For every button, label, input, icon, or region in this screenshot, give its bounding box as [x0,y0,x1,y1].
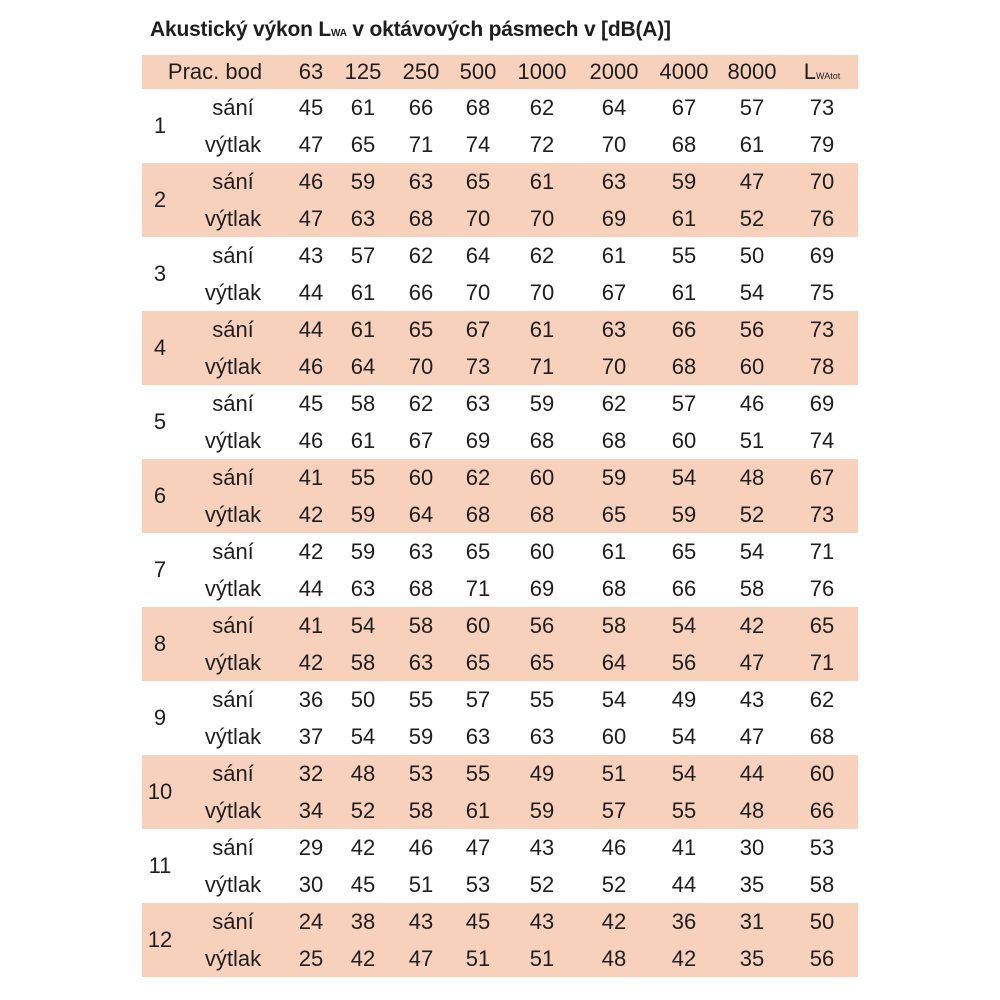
row-kind: sání [212,538,254,564]
band-value-cell: 42 [350,945,376,971]
band-value-cell: 36 [671,908,697,934]
band-value-cell: 49 [671,686,697,712]
band-value-cell: 68 [465,501,491,527]
row-kind: sání [212,612,254,638]
band-value-cell: 42 [298,649,324,675]
band-value-cell: 47 [408,945,434,971]
band-value-cell: 65 [529,649,555,675]
band-value-cell: 62 [408,390,434,416]
band-value-cell: 61 [529,168,555,194]
row-kind: výtlak [204,353,262,379]
band-value-cell: 66 [671,575,697,601]
band-value-cell: 42 [601,908,627,934]
band-value-cell: 73 [465,353,491,379]
band-value-cell: 68 [601,427,627,453]
band-value-cell: 61 [465,797,491,823]
header-total [786,55,858,89]
band-value-cell: 47 [465,834,491,860]
band-value-cell: 59 [529,390,555,416]
band-value-cell: 51 [408,871,434,897]
band-value-cell: 63 [408,538,434,564]
band-value-cell: 62 [465,464,491,490]
band-value-cell: 62 [529,242,555,268]
table-row [142,755,858,792]
band-value-cell: 70 [408,353,434,379]
band-value-cell: 55 [529,686,555,712]
band-value-cell: 51 [529,945,555,971]
band-value-cell: 45 [298,390,324,416]
band-value-cell: 47 [739,723,765,749]
header-total-main: L [803,59,817,84]
band-value-cell: 63 [601,316,627,342]
table-row [142,163,858,200]
table-row [142,385,858,422]
table-title [150,18,671,42]
band-value-cell: 42 [350,834,376,860]
row-kind: sání [212,686,254,712]
band-value-cell: 54 [350,612,376,638]
band-value-cell: 68 [408,205,434,231]
band-value-cell: 41 [298,464,324,490]
table-row [142,940,858,977]
band-value-cell: 60 [529,464,555,490]
band-value-cell: 56 [671,649,697,675]
band-value-cell: 42 [298,501,324,527]
band-value-cell: 58 [350,649,376,675]
band-value-cell: 65 [465,168,491,194]
table-row [142,496,858,533]
band-value-cell: 55 [350,464,376,490]
total-value-cell: 68 [809,723,835,749]
row-kind: sání [212,464,254,490]
band-value-cell: 55 [671,242,697,268]
band-value-cell: 59 [350,501,376,527]
band-value-cell: 62 [601,390,627,416]
band-value-cell: 63 [465,723,491,749]
band-value-cell: 68 [671,353,697,379]
band-value-cell: 42 [671,945,697,971]
band-value-cell: 54 [671,464,697,490]
row-kind: výtlak [204,427,262,453]
band-value-cell: 58 [739,575,765,601]
row-kind: výtlak [204,501,262,527]
total-value-cell: 67 [809,464,835,490]
band-value-cell: 68 [408,575,434,601]
band-value-cell: 52 [739,205,765,231]
band-value-cell: 46 [739,390,765,416]
band-value-cell: 54 [671,723,697,749]
band-value-cell: 55 [408,686,434,712]
band-value-cell: 58 [408,612,434,638]
band-value-cell: 49 [529,760,555,786]
band-value-cell: 47 [298,131,324,157]
band-value-cell: 35 [739,945,765,971]
band-value-cell: 64 [601,649,627,675]
band-value-cell: 57 [465,686,491,712]
point-number: 11 [148,853,172,878]
point-number: 7 [153,557,167,582]
band-value-cell: 44 [298,316,324,342]
band-value-cell: 71 [529,353,555,379]
band-value-cell: 67 [671,94,697,120]
band-value-cell: 47 [739,168,765,194]
band-value-cell: 35 [739,871,765,897]
table-row [142,459,858,496]
band-value-cell: 55 [671,797,697,823]
band-value-cell: 32 [298,760,324,786]
total-value-cell: 58 [809,871,835,897]
band-value-cell: 55 [465,760,491,786]
table-row [142,903,858,940]
point-number: 2 [153,187,167,212]
row-kind: výtlak [204,723,262,749]
band-value-cell: 38 [350,908,376,934]
band-value-cell: 74 [465,131,491,157]
header-point-label: Prac. bod [167,59,263,84]
header-band: 125 [344,59,382,84]
band-value-cell: 64 [350,353,376,379]
band-value-cell: 34 [298,797,324,823]
band-value-cell: 67 [465,316,491,342]
point-number: 8 [153,631,167,656]
band-value-cell: 69 [529,575,555,601]
title-subscript: WA [331,28,347,39]
band-value-cell: 70 [601,353,627,379]
band-value-cell: 60 [529,538,555,564]
total-value-cell: 65 [809,612,835,638]
band-value-cell: 37 [298,723,324,749]
band-value-cell: 70 [465,279,491,305]
band-value-cell: 46 [298,353,324,379]
band-value-cell: 58 [350,390,376,416]
band-value-cell: 44 [739,760,765,786]
total-value-cell: 53 [809,834,835,860]
point-number: 3 [153,261,167,286]
table-row [142,607,858,644]
total-value-cell: 73 [809,94,835,120]
table-row [142,311,858,348]
band-value-cell: 41 [298,612,324,638]
band-value-cell: 56 [529,612,555,638]
band-value-cell: 43 [529,834,555,860]
total-value-cell: 71 [809,538,835,564]
band-value-cell: 48 [350,760,376,786]
band-value-cell: 45 [298,94,324,120]
header-band: 4000 [659,59,709,84]
band-value-cell: 43 [739,686,765,712]
row-kind: výtlak [204,649,262,675]
table-row [142,866,858,903]
band-value-cell: 51 [601,760,627,786]
table-row [142,237,858,274]
band-value-cell: 53 [408,760,434,786]
total-value-cell: 78 [809,353,835,379]
band-value-cell: 56 [739,316,765,342]
row-kind: sání [212,316,254,342]
point-number: 4 [153,335,167,360]
band-value-cell: 59 [408,723,434,749]
band-value-cell: 63 [601,168,627,194]
band-value-cell: 44 [671,871,697,897]
band-value-cell: 61 [350,427,376,453]
band-value-cell: 54 [350,723,376,749]
band-value-cell: 64 [465,242,491,268]
row-kind: sání [212,168,254,194]
table-row [142,792,858,829]
header-band: 250 [402,59,440,84]
point-number: 12 [147,927,173,952]
band-value-cell: 60 [601,723,627,749]
header-band: 63 [298,59,324,84]
header-band: 8000 [727,59,777,84]
band-value-cell: 60 [671,427,697,453]
band-value-cell: 30 [298,871,324,897]
band-value-cell: 46 [408,834,434,860]
row-kind: sání [212,390,254,416]
band-value-cell: 68 [529,427,555,453]
band-value-cell: 44 [298,279,324,305]
band-value-cell: 43 [529,908,555,934]
total-value-cell: 66 [809,797,835,823]
table-row [142,126,858,163]
band-value-cell: 54 [601,686,627,712]
row-kind: sání [212,94,254,120]
band-value-cell: 64 [601,94,627,120]
band-value-cell: 58 [601,612,627,638]
band-value-cell: 63 [408,168,434,194]
band-value-cell: 63 [350,205,376,231]
band-value-cell: 51 [739,427,765,453]
band-value-cell: 65 [350,131,376,157]
band-value-cell: 52 [739,501,765,527]
band-value-cell: 36 [298,686,324,712]
table-row [142,570,858,607]
total-value-cell: 76 [809,205,835,231]
row-kind: výtlak [204,279,262,305]
point-number: 6 [153,483,167,508]
total-value-cell: 62 [809,686,835,712]
table-body [142,89,858,977]
band-value-cell: 60 [739,353,765,379]
band-value-cell: 61 [601,242,627,268]
acoustic-power-table [142,55,858,977]
point-number: 1 [153,113,167,138]
band-value-cell: 46 [601,834,627,860]
band-value-cell: 65 [408,316,434,342]
band-value-cell: 67 [601,279,627,305]
band-value-cell: 59 [529,797,555,823]
band-value-cell: 54 [671,612,697,638]
band-value-cell: 70 [465,205,491,231]
band-value-cell: 57 [601,797,627,823]
total-value-cell: 70 [809,168,835,194]
table-row [142,533,858,570]
band-value-cell: 65 [671,538,697,564]
header-band: 1000 [517,59,567,84]
band-value-cell: 42 [739,612,765,638]
band-value-cell: 54 [739,279,765,305]
band-value-cell: 43 [408,908,434,934]
total-value-cell: 76 [809,575,835,601]
band-value-cell: 25 [298,945,324,971]
row-kind: výtlak [204,131,262,157]
band-value-cell: 59 [671,168,697,194]
row-kind: výtlak [204,871,262,897]
row-kind: výtlak [204,205,262,231]
total-value-cell: 60 [809,760,835,786]
total-value-cell: 56 [809,945,835,971]
band-value-cell: 59 [350,538,376,564]
total-value-cell: 79 [809,131,835,157]
header-band: 2000 [589,59,639,84]
band-value-cell: 53 [465,871,491,897]
table-row [142,829,858,866]
band-value-cell: 61 [601,538,627,564]
band-value-cell: 69 [601,205,627,231]
band-value-cell: 61 [671,279,697,305]
total-value-cell: 71 [809,649,835,675]
table-row [142,422,858,459]
band-value-cell: 50 [739,242,765,268]
band-value-cell: 59 [671,501,697,527]
band-value-cell: 60 [408,464,434,490]
band-value-cell: 57 [350,242,376,268]
band-value-cell: 68 [601,575,627,601]
total-value-cell: 69 [809,390,835,416]
row-kind: výtlak [204,575,262,601]
band-value-cell: 62 [408,242,434,268]
header-row [142,55,858,89]
band-value-cell: 45 [350,871,376,897]
band-value-cell: 43 [298,242,324,268]
band-value-cell: 66 [408,94,434,120]
row-kind: výtlak [204,945,262,971]
table-row [142,200,858,237]
table-row [142,274,858,311]
point-number: 10 [147,779,173,804]
band-value-cell: 67 [408,427,434,453]
band-value-cell: 59 [350,168,376,194]
band-value-cell: 48 [739,464,765,490]
total-value-cell: 74 [809,427,835,453]
total-value-cell: 50 [809,908,835,934]
band-value-cell: 31 [739,908,765,934]
table-row [142,681,858,718]
row-kind: sání [212,834,254,860]
band-value-cell: 30 [739,834,765,860]
band-value-cell: 59 [601,464,627,490]
total-value-cell: 73 [809,501,835,527]
band-value-cell: 61 [739,131,765,157]
table-row [142,644,858,681]
band-value-cell: 65 [465,538,491,564]
band-value-cell: 71 [408,131,434,157]
band-value-cell: 61 [350,94,376,120]
band-value-cell: 54 [739,538,765,564]
band-value-cell: 72 [529,131,555,157]
table-row [142,718,858,755]
band-value-cell: 41 [671,834,697,860]
total-value-cell: 73 [809,316,835,342]
band-value-cell: 48 [601,945,627,971]
header-total-sub: WAtot [816,71,841,81]
band-value-cell: 68 [465,94,491,120]
band-value-cell: 63 [529,723,555,749]
title-main: Akustický výkon L [150,18,332,41]
band-value-cell: 66 [408,279,434,305]
band-value-cell: 54 [671,760,697,786]
band-value-cell: 61 [529,316,555,342]
band-value-cell: 62 [529,94,555,120]
band-value-cell: 68 [671,131,697,157]
title-rest: v oktávových pásmech v [dB(A)] [346,18,671,41]
row-kind: sání [212,242,254,268]
total-value-cell: 69 [809,242,835,268]
band-value-cell: 64 [408,501,434,527]
band-value-cell: 69 [465,427,491,453]
band-value-cell: 63 [350,575,376,601]
band-value-cell: 47 [739,649,765,675]
band-value-cell: 51 [465,945,491,971]
band-value-cell: 57 [739,94,765,120]
band-value-cell: 61 [350,316,376,342]
band-value-cell: 24 [298,908,324,934]
table-row [142,89,858,126]
band-value-cell: 63 [408,649,434,675]
band-value-cell: 70 [529,279,555,305]
point-number: 9 [153,705,167,730]
band-value-cell: 45 [465,908,491,934]
band-value-cell: 44 [298,575,324,601]
band-value-cell: 68 [529,501,555,527]
band-value-cell: 61 [671,205,697,231]
band-value-cell: 48 [739,797,765,823]
band-value-cell: 70 [601,131,627,157]
band-value-cell: 52 [529,871,555,897]
table-row [142,348,858,385]
band-value-cell: 46 [298,168,324,194]
row-kind: sání [212,760,254,786]
band-value-cell: 63 [465,390,491,416]
band-value-cell: 52 [601,871,627,897]
band-value-cell: 71 [465,575,491,601]
band-value-cell: 47 [298,205,324,231]
band-value-cell: 29 [298,834,324,860]
band-value-cell: 70 [529,205,555,231]
row-kind: sání [212,908,254,934]
band-value-cell: 50 [350,686,376,712]
band-value-cell: 58 [408,797,434,823]
band-value-cell: 52 [350,797,376,823]
band-value-cell: 46 [298,427,324,453]
band-value-cell: 65 [465,649,491,675]
band-value-cell: 42 [298,538,324,564]
band-value-cell: 60 [465,612,491,638]
row-kind: výtlak [204,797,262,823]
total-value-cell: 75 [809,279,835,305]
band-value-cell: 57 [671,390,697,416]
header-band: 500 [459,59,497,84]
point-number: 5 [153,409,167,434]
band-value-cell: 65 [601,501,627,527]
band-value-cell: 61 [350,279,376,305]
band-value-cell: 66 [671,316,697,342]
